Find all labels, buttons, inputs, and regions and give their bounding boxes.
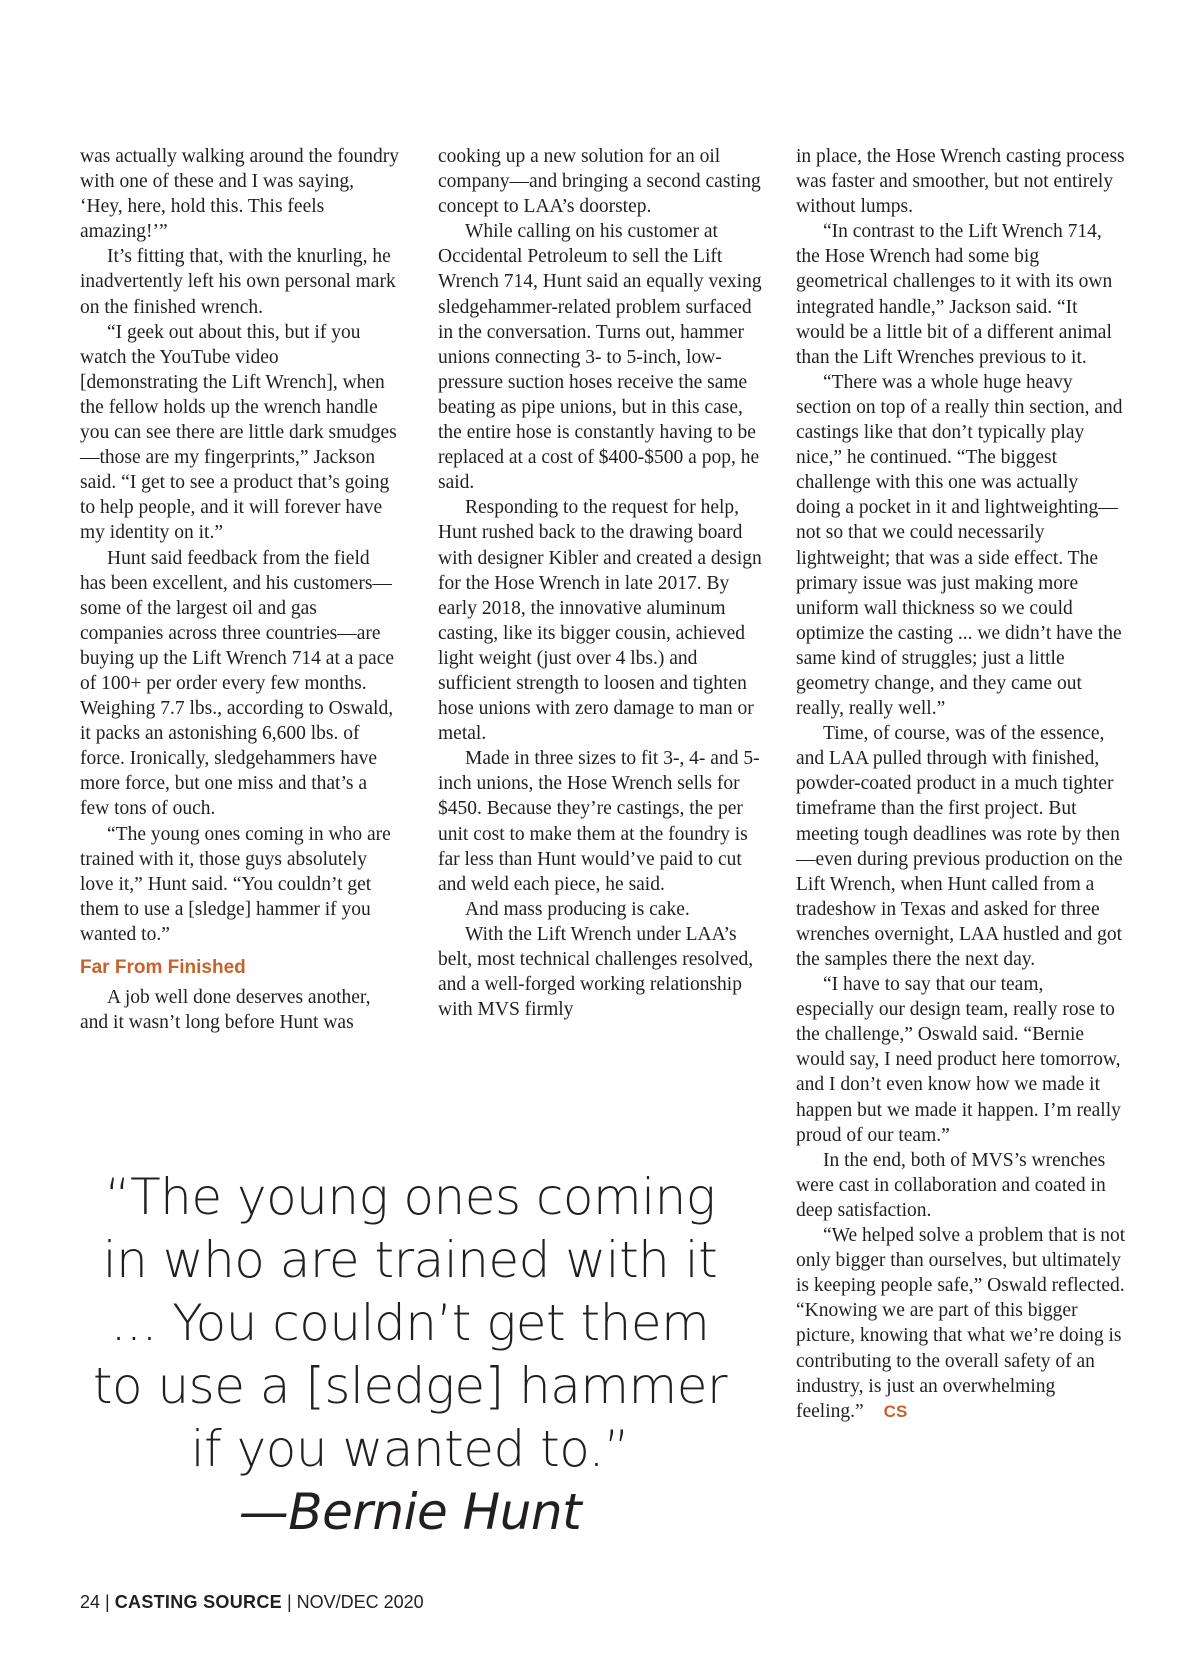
paragraph: Time, of course, was of the essence, and LAA pulled through with finished, powder-coated product in a much tighter timeframe than the first project. But meeting tough deadlines was rote by then—even during previous production on the Lift Wrench, when Hunt called from a tradeshow in Texas and asked for three wrenches overnight, LAA hustled and got the samples there the next day.	[796, 723, 1123, 970]
section-subhead: Far From Finished	[80, 957, 246, 978]
footer-separator: |	[105, 1592, 110, 1612]
page-footer	[80, 1592, 424, 1613]
paragraph	[796, 1223, 1126, 1424]
paragraph: While calling on his customer at Occidental Petroleum to sell the Lift Wrench 714, Hunt said an equally vexing sledgehammer-related problem surfaced in the conversation. Turns out, hammer unions connecting 3- to 5-inch, low-pressure suction hoses receive the same beating as pipe unions, but in this case, the entire hose is constantly having to be replaced at a cost of $400-$500 a pop, he said.	[438, 221, 762, 494]
paragraph: “The young ones coming in who are trained with it, those guys absolutely love it,” Hunt said. “You couldn’t get them to use a [sledge] hammer if you wanted to.”	[80, 823, 391, 945]
paragraph: cooking up a new solution for an oil company—and bringing a second casting concept to LAA’s doorstep.	[438, 146, 761, 218]
paragraph: Hunt said feedback from the field has been excellent, and his customers—some of the largest oil and gas companies across three countries—are buying up the Lift Wrench 714 at a pace of 100+ per order every few months. Weighing 7.7 lbs., according to Oswald, it packs an astonishing 6,600 lbs. of force. Ironically, sledgehammers have more force, but one miss and that’s a few tons of ouch.	[80, 547, 394, 820]
paragraph: Made in three sizes to fit 3-, 4- and 5-inch unions, the Hose Wrench sells for $450. Because they’re castings, the per unit cost to make them at the foundry is far less than Hunt would’ve paid to cut and weld each piece, he said.	[438, 748, 760, 895]
paragraph-text: “We helped solve a problem that is not only bigger than ourselves, but ultimately is keeping people safe,” Oswald reflected. “Knowing we are part of this bigger picture, knowing that what we’re doing is contributing to the overall safety of an industry, is just an overwhelming feeling.”	[796, 1225, 1126, 1422]
page-number: 24	[80, 1592, 101, 1612]
paragraph: “I geek out about this, but if you watch the YouTube video [demonstrating the Lift Wrench], when the fellow holds up the wrench handle you can see there are little dark smudges—those are my fingerprints,” Jackson said. “I get to see a product that’s going to help people, and it will forever have my identity on it.”	[80, 321, 397, 544]
paragraph: was actually walking around the foundry with one of these and I was saying, ‘Hey, here, hold this. This feels amazing!’”	[80, 146, 399, 243]
pull-quote	[90, 1166, 730, 1544]
article-column-2	[438, 144, 762, 1022]
publication-name: CASTING SOURCE	[114, 1592, 282, 1612]
paragraph: It’s fitting that, with the knurling, he inadvertently left his own personal mark on the finished wrench.	[80, 246, 396, 318]
pull-quote-attribution: —Bernie Hunt	[238, 1483, 582, 1541]
paragraph: In the end, both of MVS’s wrenches were cast in collaboration and coated in deep satisfaction.	[796, 1149, 1106, 1221]
paragraph: “In contrast to the Lift Wrench 714, the Hose Wrench had some big geometrical challenges to it with its own integrated handle,” Jackson said. “It would be a little bit of a different animal than the Lift Wrenches previous to it.	[796, 221, 1113, 368]
paragraph: And mass producing is cake.	[465, 898, 690, 920]
paragraph: in place, the Hose Wrench casting process was faster and smoother, but not entirely without lumps.	[796, 146, 1125, 218]
article-column-1	[80, 144, 400, 1035]
paragraph: “I have to say that our team, especially our design team, really rose to the challenge,” Oswald said. “Bernie would say, I need product here tomorrow, and I don’t even know how we made it happen but we made it happen. I’m really proud of our team.”	[796, 974, 1121, 1146]
article-column-3	[796, 144, 1126, 1424]
paragraph: Responding to the request for help, Hunt rushed back to the drawing board with designer Kibler and created a design for the Hose Wrench in late 2017. By early 2018, the innovative aluminum casting, like its bigger cousin, achieved light weight (just over 4 lbs.) and sufficient strength to loosen and tighten hose unions with zero damage to man or metal.	[438, 497, 762, 745]
pull-quote-text: “The young ones coming in who are trained with it ... You couldn’t get them to use a [sledge] hammer if you wanted to.”	[92, 1168, 728, 1478]
issue-date: NOV/DEC 2020	[296, 1592, 424, 1612]
end-of-article-mark: CS	[883, 1401, 908, 1421]
paragraph: “There was a whole huge heavy section on top of a really thin section, and castings like that don’t typically play nice,” he continued. “The biggest challenge with this one was actually doing a pocket in it and lightweighting—not so that we could necessarily lightweight; that was a side effect. The primary issue was just making more uniform wall thickness so we could optimize the casting ... we didn’t have the same kind of struggles; just a little geometry change, and they came out really, really well.”	[796, 371, 1123, 720]
paragraph: With the Lift Wrench under LAA’s belt, most technical challenges resolved, and a well-forged working relationship with MVS firmly	[438, 923, 754, 1021]
paragraph: A job well done deserves another, and it wasn’t long before Hunt was	[80, 987, 371, 1034]
footer-separator: |	[286, 1592, 292, 1612]
